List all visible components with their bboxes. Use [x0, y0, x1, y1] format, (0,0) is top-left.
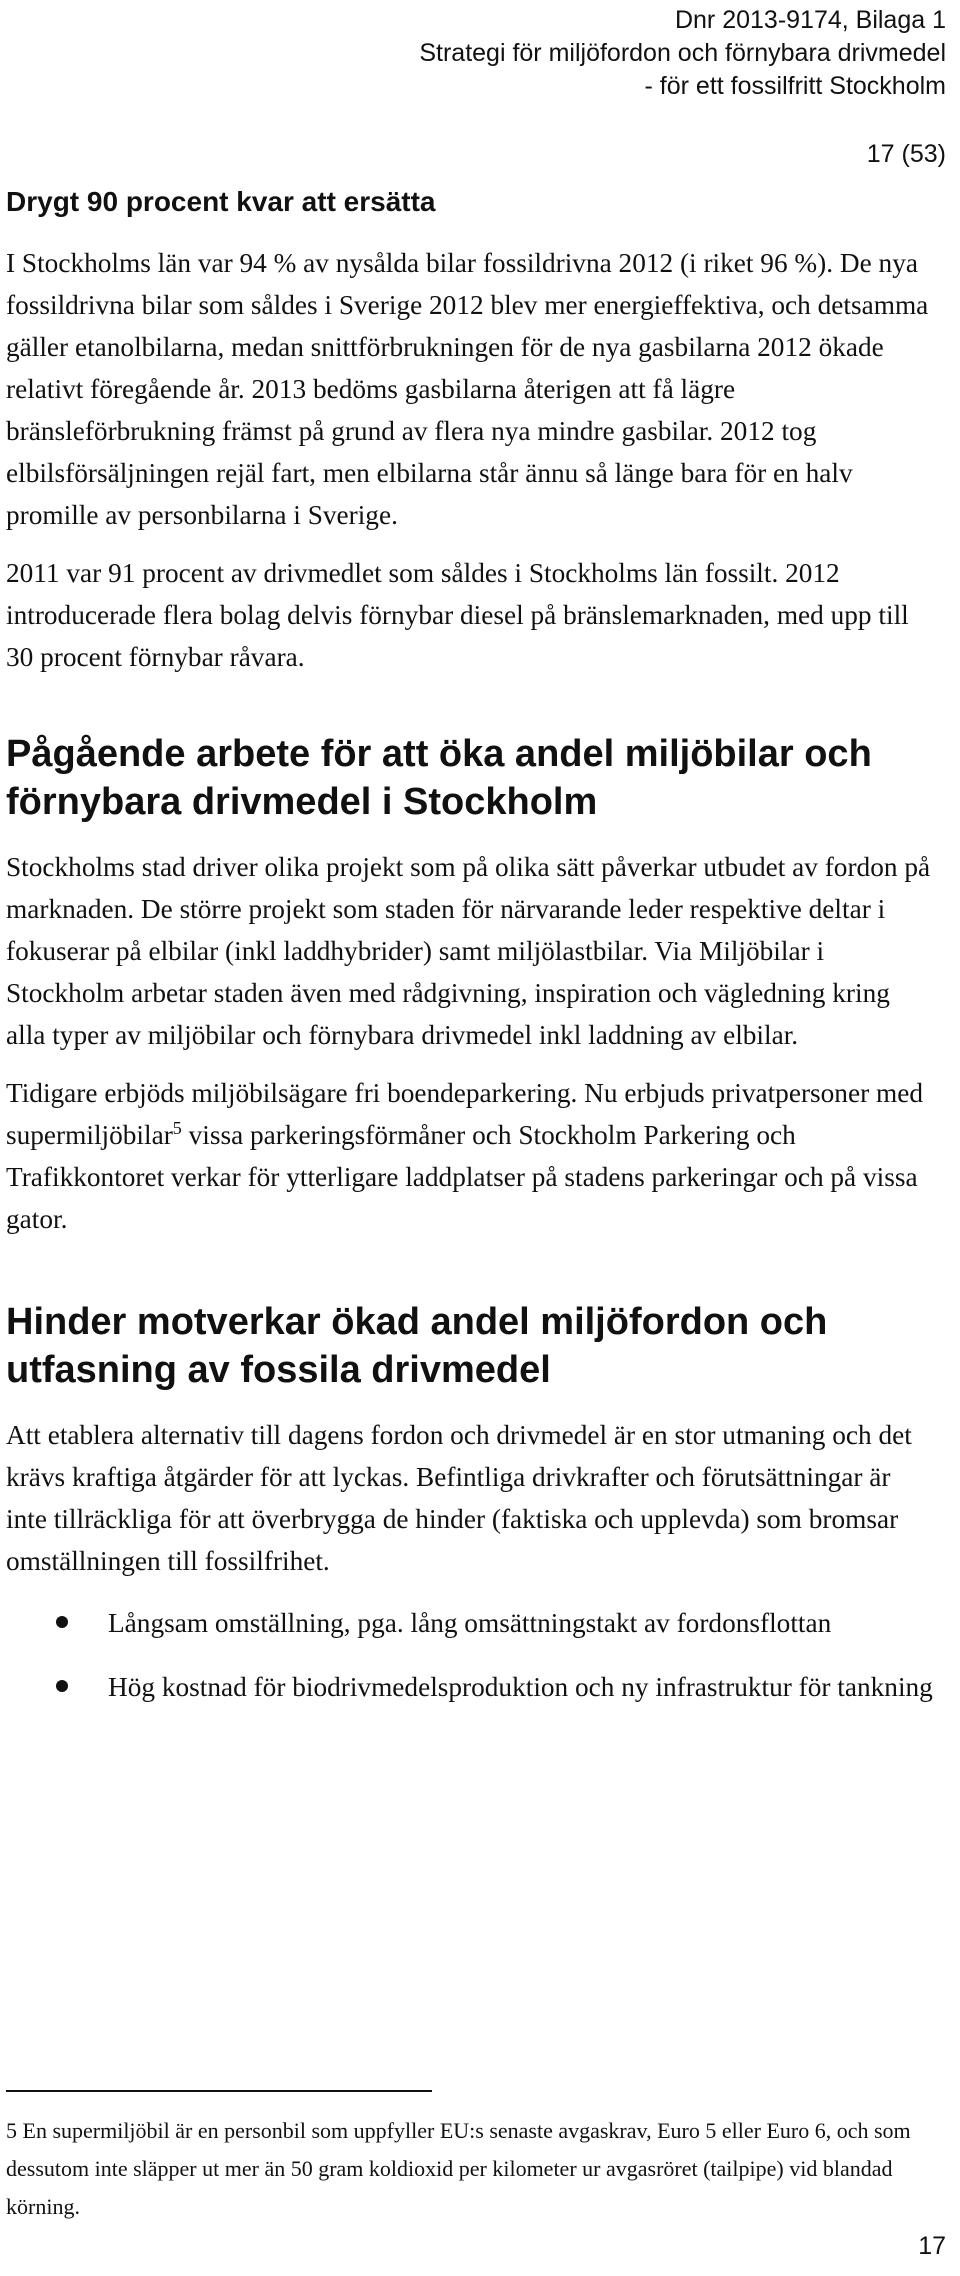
document-body	[6, 186, 936, 1730]
section-heading-pagaende-arbete: Pågående arbete för att öka andel miljöbilar och förnybara drivmedel i Stockholm	[6, 733, 872, 823]
paragraph	[6, 1072, 936, 1240]
list-item-text: Långsam omställning, pga. lång omsättningstakt av fordonsflottan	[108, 1608, 832, 1638]
list-item	[6, 1666, 936, 1708]
page-number: 17	[918, 2232, 946, 2260]
paragraph: 2011 var 91 procent av drivmedlet som såldes i Stockholms län fossilt. 2012 introducerade flera bolag delvis förnybar diesel på bränslemarknaden, med upp till 30 procent förnybar råvara.	[6, 558, 909, 672]
page-count: 17 (53)	[866, 140, 946, 168]
list-item	[6, 1602, 936, 1644]
header-title: Strategi för miljöfordon och förnybara drivmedel	[419, 39, 946, 67]
bullet-icon	[56, 1616, 68, 1628]
section-heading-hinder: Hinder motverkar ökad andel miljöfordon och utfasning av fossila drivmedel	[6, 1301, 828, 1391]
footnote-divider	[6, 2090, 432, 2092]
section-heading-drygt-90: Drygt 90 procent kvar att ersätta	[6, 186, 436, 217]
bullet-icon	[56, 1680, 68, 1692]
list-item-text: Hög kostnad för biodrivmedelsproduktion och ny infrastruktur för tankning	[108, 1672, 933, 1702]
paragraph: Stockholms stad driver olika projekt som på olika sätt påverkar utbudet av fordon på marknaden. De större projekt som staden för närvarande leder respektive deltar i fokuserar på elbilar (inkl laddhybrider) samt miljölastbilar. Via Miljöbilar i Stockholm arbetar staden även med rådgivning, inspiration och vägledning kring alla typer av miljöbilar och förnybara drivmedel inkl laddning av elbilar.	[6, 852, 931, 1050]
header-subtitle: - för ett fossilfritt Stockholm	[644, 72, 946, 100]
footnote: 5 En supermiljöbil är en personbil som uppfyller EU:s senaste avgaskrav, Euro 5 eller Euro 6, och som dessutom inte släpper ut mer än 50 gram koldioxid per kilometer ur avgasröret (tailpipe) vid blandad körning.	[6, 2118, 911, 2219]
header-dnr: Dnr 2013-9174, Bilaga 1	[674, 6, 946, 34]
footnote-reference: 5	[172, 1117, 182, 1138]
paragraph: Att etablera alternativ till dagens fordon och drivmedel är en stor utmaning och det krävs kraftiga åtgärder för att lyckas. Befintliga drivkrafter och förutsättningar är inte tillräckliga för att överbrygga de hinder (faktiska och upplevda) som bromsar omställningen till fossilfrihet.	[6, 1420, 912, 1576]
paragraph-text: vissa parkeringsförmåner och Stockholm Parkering och Trafikkontoret verkar för ytterligare laddplatser på stadens parkeringar och på vissa gator.	[6, 1120, 918, 1234]
bullet-list	[6, 1602, 936, 1708]
paragraph-text: Tidigare erbjöds miljöbilsägare fri boendeparkering. Nu erbjuds privatpersoner med supermiljöbilar	[6, 1078, 923, 1150]
document-header	[419, 4, 946, 103]
paragraph: I Stockholms län var 94 % av nysålda bilar fossildrivna 2012 (i riket 96 %). De nya fossildrivna bilar som såldes i Sverige 2012 blev mer energieffektiva, och detsamma gäller etanolbilarna, medan snittförbrukningen för de nya gasbilarna 2012 ökade relativt föregående år. 2013 bedöms gasbilarna återigen att få lägre bränsleförbrukning främst på grund av flera nya mindre gasbilar. 2012 tog elbilsförsäljningen rejäl fart, men elbilarna står ännu så länge bara för en halv promille av personbilarna i Sverige.	[6, 248, 929, 530]
